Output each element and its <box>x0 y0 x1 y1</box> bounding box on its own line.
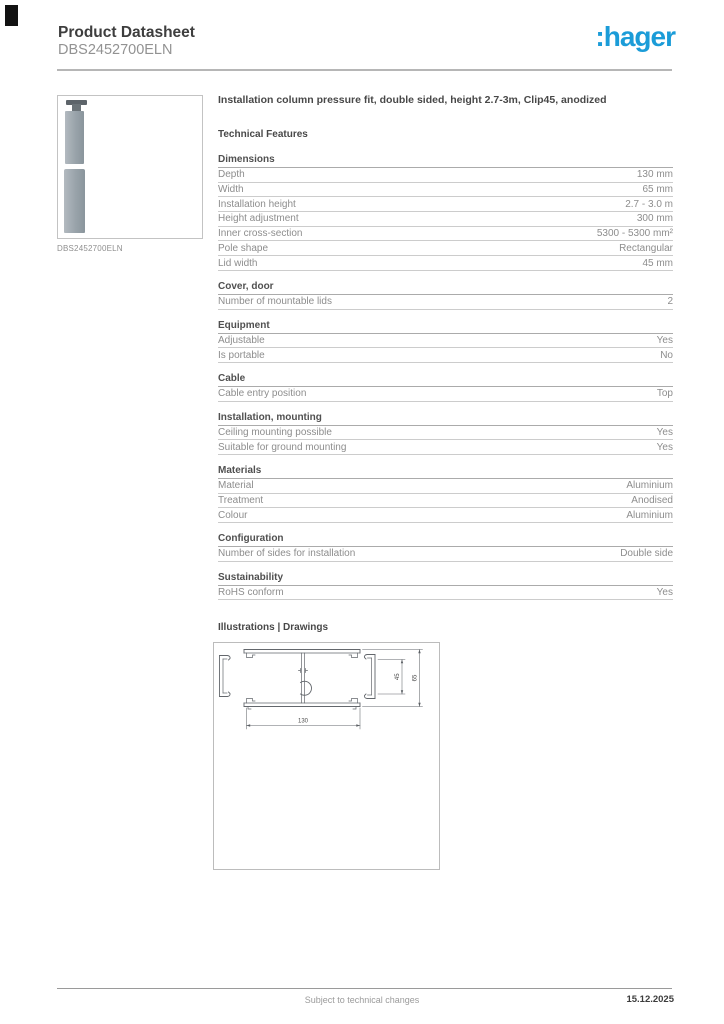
spec-value: 130 mm <box>636 169 673 181</box>
spec-label: Treatment <box>218 495 264 507</box>
spec-section <box>218 412 673 455</box>
spec-label: Ceiling mounting possible <box>218 426 332 438</box>
spec-value: Aluminium <box>626 480 673 492</box>
spec-content <box>218 94 673 870</box>
spec-row <box>218 334 673 349</box>
spec-row <box>218 508 673 523</box>
spec-value: No <box>660 349 673 361</box>
spec-label: Pole shape <box>218 242 269 254</box>
spec-value: 5300 - 5300 mm² <box>596 228 673 240</box>
spec-section <box>218 281 673 310</box>
spec-label: Depth <box>218 169 245 181</box>
spec-label: Number of mountable lids <box>218 296 332 308</box>
spec-label: Material <box>218 480 254 492</box>
section-rows <box>218 586 673 601</box>
spec-value: 2 <box>667 296 673 308</box>
section-heading: Installation, mounting <box>218 412 673 426</box>
spec-section <box>218 320 673 363</box>
section-heading: Cable <box>218 373 673 387</box>
spec-section <box>218 572 673 601</box>
spec-label: Is portable <box>218 349 265 361</box>
spec-row <box>218 440 673 455</box>
spec-value: 2.7 - 3.0 m <box>625 198 673 210</box>
header-divider <box>57 69 672 71</box>
spec-row <box>218 241 673 256</box>
product-image-caption: DBS2452700ELN <box>57 244 123 253</box>
column-lower-segment <box>64 169 85 233</box>
spec-row <box>218 183 673 198</box>
spec-label: Lid width <box>218 257 258 269</box>
section-heading: Materials <box>218 465 673 479</box>
spec-row <box>218 212 673 227</box>
spec-value: Yes <box>656 587 673 599</box>
spec-label: Inner cross-section <box>218 228 303 240</box>
footer-note: Subject to technical changes <box>304 995 420 1005</box>
section-heading: Configuration <box>218 533 673 547</box>
spec-value: Yes <box>656 426 673 438</box>
footer-divider <box>57 988 672 989</box>
section-rows <box>218 547 673 562</box>
spec-row <box>218 479 673 494</box>
section-rows <box>218 295 673 310</box>
section-rows <box>218 387 673 402</box>
spec-value: Aluminium <box>626 509 673 521</box>
spec-value: Yes <box>656 334 673 346</box>
spec-label: Cable entry position <box>218 388 307 400</box>
spec-row <box>218 387 673 402</box>
spec-label: Number of sides for installation <box>218 548 356 560</box>
section-heading: Dimensions <box>218 154 673 168</box>
product-image <box>57 95 203 239</box>
section-rows <box>218 426 673 455</box>
spec-value: Anodised <box>631 495 673 507</box>
drawing-dim-45-label: 45 <box>395 673 401 681</box>
spec-label: Adjustable <box>218 334 265 346</box>
spec-section <box>218 154 673 271</box>
spec-section <box>218 373 673 402</box>
spec-row <box>218 295 673 310</box>
spec-value: 45 mm <box>642 257 673 269</box>
cross-section-drawing <box>214 643 441 871</box>
spec-value: Rectangular <box>619 242 673 254</box>
technical-drawing <box>213 642 440 870</box>
section-rows <box>218 168 673 271</box>
spec-value: Top <box>656 388 673 400</box>
page-title: Product Datasheet <box>58 24 195 41</box>
spec-label: Height adjustment <box>218 213 299 225</box>
section-heading: Cover, door <box>218 281 673 295</box>
spec-label: Colour <box>218 509 248 521</box>
section-rows <box>218 334 673 363</box>
spec-label: RoHS conform <box>218 587 284 599</box>
spec-label: Installation height <box>218 198 296 210</box>
spec-value: 300 mm <box>636 213 673 225</box>
spec-sections <box>218 154 673 600</box>
technical-features-heading: Technical Features <box>218 129 308 140</box>
spec-section <box>218 465 673 523</box>
hager-logo: :hager <box>595 21 675 52</box>
drawing-dim-65-label: 65 <box>412 675 419 682</box>
spec-row <box>218 197 673 212</box>
spec-label: Suitable for ground mounting <box>218 441 347 453</box>
illustrations-heading: Illustrations | Drawings <box>218 622 329 634</box>
spec-row <box>218 256 673 271</box>
spec-value: Yes <box>656 441 673 453</box>
spec-row <box>218 586 673 601</box>
section-heading: Sustainability <box>218 572 673 586</box>
footer-date: 15.12.2025 <box>626 994 674 1005</box>
drawing-dim-130-label: 130 <box>297 718 309 725</box>
print-crop-mark <box>5 5 18 26</box>
spec-row <box>218 494 673 509</box>
spec-row <box>218 227 673 242</box>
spec-value: 65 mm <box>642 184 673 196</box>
spec-label: Width <box>218 184 244 196</box>
spec-section <box>218 533 673 562</box>
section-heading: Equipment <box>218 320 673 334</box>
section-rows <box>218 479 673 523</box>
spec-row <box>218 348 673 363</box>
header-product-code: DBS2452700ELN <box>58 42 173 58</box>
spec-row <box>218 426 673 441</box>
spec-value: Double side <box>620 548 673 560</box>
spec-row <box>218 547 673 562</box>
spec-row <box>218 168 673 183</box>
column-upper-segment <box>65 111 84 164</box>
product-title: Installation column pressure fit, double sided, height 2.7-3m, Clip45, anodized <box>218 94 607 106</box>
